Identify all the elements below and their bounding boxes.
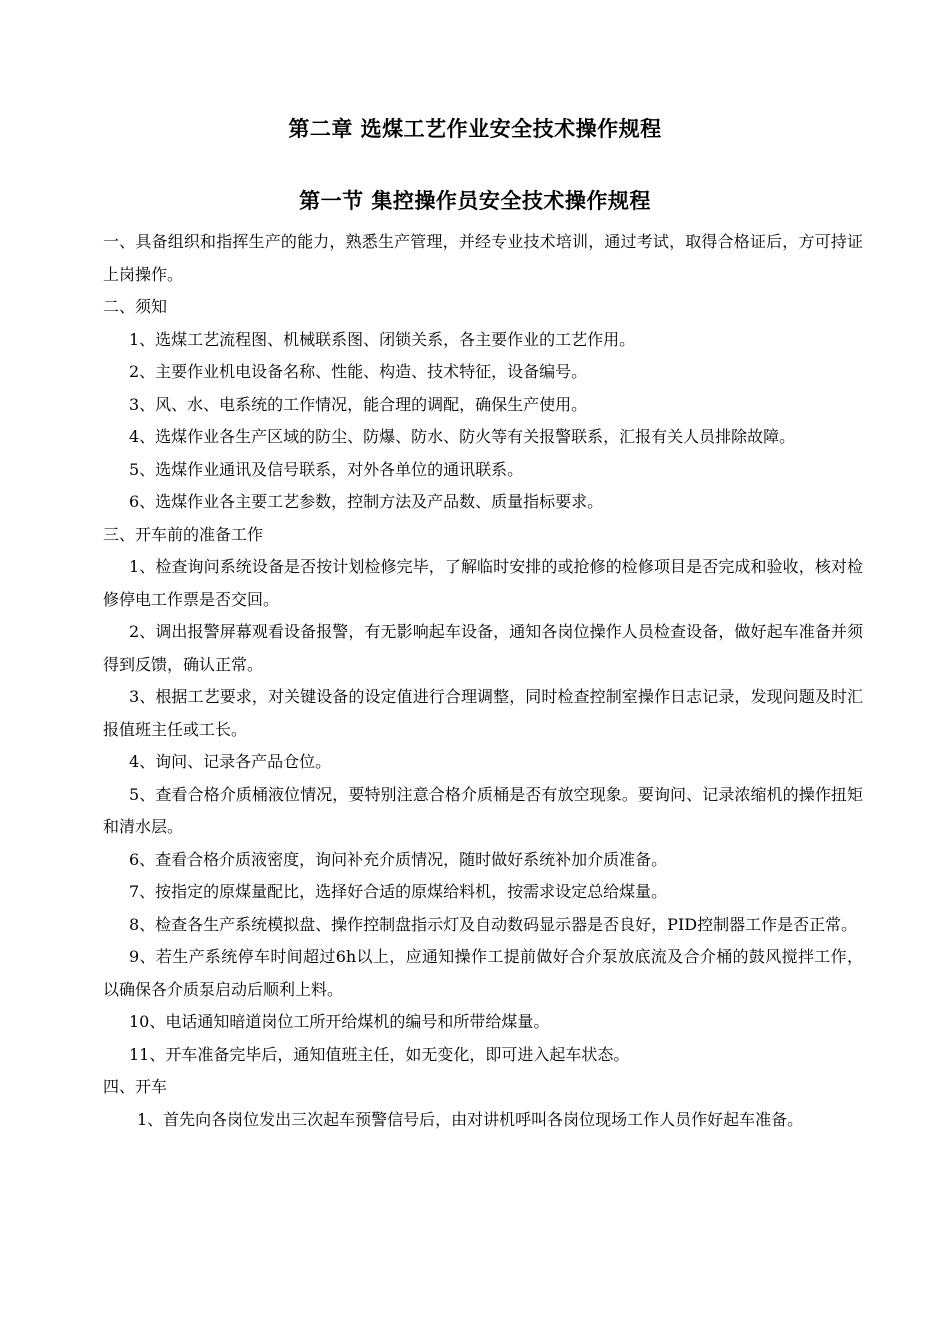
list-item: 5、查看合格介质桶液位情况，要特别注意合格介质桶是否有放空现象。要询问、记录浓缩机的操作扭矩和清水层。 [103,784,863,836]
list-item: 4、选煤作业各生产区域的防尘、防爆、防水、防火等有关报警联系，汇报有关人员排除故障。 [129,427,796,446]
list-item: 10、电话通知暗道岗位工所开给煤机的编号和所带给煤量。 [129,1012,550,1031]
list-item: 1、首先向各岗位发出三次起车预警信号后，由对讲机呼叫各岗位现场工作人员作好起车准备。 [137,1109,804,1129]
heading-knowledge: 二、须知 [103,297,168,316]
list-item: 6、选煤作业各主要工艺参数，控制方法及产品数、质量指标要求。 [129,492,604,511]
list-item: 7、按指定的原煤量配比，选择好合适的原煤给料机，按需求设定总给煤量。 [129,882,668,901]
paragraph-requirement: 一、具备组织和指挥生产的能力，熟悉生产管理，并经专业技术培训，通过考试，取得合格证后，方可持证上岗操作。 [103,232,863,284]
list-item: 1、检查询问系统设备是否按计划检修完毕，了解临时安排的或抢修的检修项目是否完成和验收，核对检修停电工作票是否交回。 [103,557,863,609]
list-item: 4、询问、记录各产品仓位。 [129,752,332,771]
heading-start: 四、开车 [103,1077,168,1096]
document-body [103,226,863,1136]
list-item: 3、风、水、电系统的工作情况，能合理的调配，确保生产使用。 [129,394,588,414]
list-item: 9、若生产系统停车时间超过6h以上，应通知操作工提前做好合介泵放底流及合介桶的鼓风搅拌工作，以确保各介质泵启动后顺利上料。 [103,947,863,999]
chapter-title: 第二章 选煤工艺作业安全技术操作规程 [288,116,662,141]
heading-preparation: 三、开车前的准备工作 [103,524,264,544]
list-item: 3、根据工艺要求，对关键设备的设定值进行合理调整，同时检查控制室操作日志记录，发现问题及时汇报值班主任或工长。 [103,687,863,739]
list-item: 5、选煤作业通讯及信号联系，对外各单位的通讯联系。 [129,459,524,479]
list-item: 2、主要作业机电设备名称、性能、构造、技术特征，设备编号。 [129,362,588,381]
list-item: 6、查看合格介质液密度，询问补充介质情况，随时做好系统补加介质准备。 [129,849,668,869]
list-item: 1、选煤工艺流程图、机械联系图、闭锁关系，各主要作业的工艺作用。 [129,329,636,349]
section-title: 第一节 集控操作员安全技术操作规程 [299,188,651,213]
list-item: 8、检查各生产系统模拟盘、操作控制盘指示灯及自动数码显示器是否良好，PID控制器工作是否正常。 [129,914,858,934]
list-item: 11、开车准备完毕后，通知值班主任，如无变化，即可进入起车状态。 [129,1044,630,1064]
list-item: 2、调出报警屏幕观看设备报警，有无影响起车设备，通知各岗位操作人员检查设备，做好起车准备并须得到反馈，确认正常。 [103,622,863,674]
